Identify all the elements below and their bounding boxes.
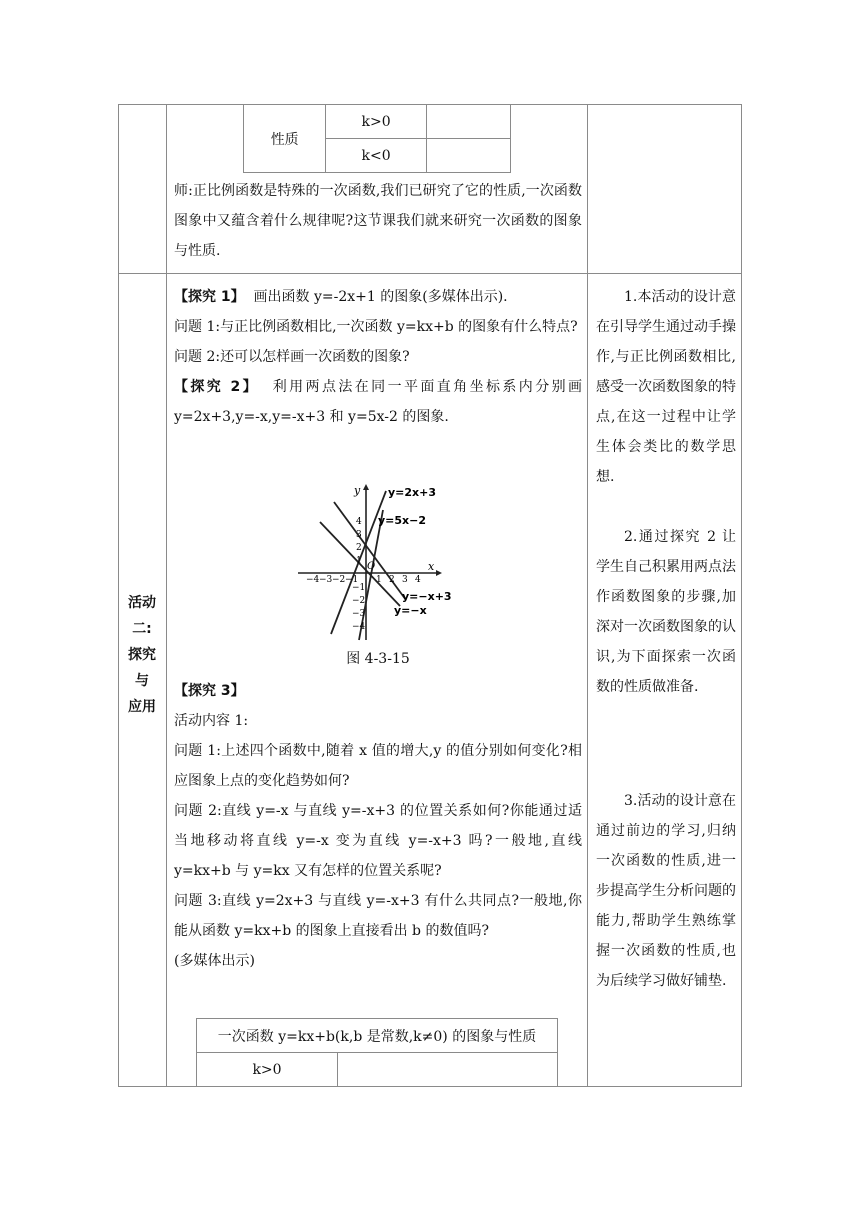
design-note-3 — [596, 786, 736, 996]
design-note-2 — [596, 522, 736, 702]
y-tick-label: −3 — [352, 609, 366, 619]
x-axis-arrow — [436, 570, 442, 576]
y-tick-label: 2 — [356, 543, 362, 553]
y-tick-label: 1 — [356, 556, 362, 566]
property-label: 性质 — [244, 105, 326, 173]
y-tick-label: 4 — [356, 517, 362, 527]
explore1-question2: 问题 2:还可以怎样画一次函数的图象? — [174, 349, 410, 365]
x-tick-label: −2 — [332, 575, 346, 585]
activity-label-line: 二: — [132, 621, 152, 637]
activity-label-line: 应用 — [128, 699, 156, 715]
y-tick-label: −1 — [352, 583, 366, 593]
explore1-line — [174, 282, 582, 312]
label-y-2x+3: y=2x+3 — [388, 486, 437, 499]
bottom-k-positive-value — [338, 1053, 558, 1087]
grid-line — [587, 104, 588, 1087]
x-tick-label: 3 — [402, 575, 408, 585]
grid-line — [118, 273, 742, 274]
x-tick-label: −4 — [306, 575, 320, 585]
label-y-5x-2: y=5x−2 — [378, 514, 427, 527]
design-note-1-text: 1.本活动的设计意在引导学生通过动手操作,与正比例函数相比,感受一次函数图象的特点,在这一过程中让学生体会类比的数学思想. — [596, 289, 736, 485]
explore2-text: 利用两点法在同一平面直角坐标系内分别画 y=2x+3,y=-x,y=-x+3 和 y=5x-2 的图象. — [174, 379, 582, 425]
explore3-question3: 问题 3:直线 y=2x+3 与直线 y=-x+3 有什么共同点?一般地,你能从函数 y=kx+b 的图象上直接看出 b 的数值吗? — [174, 893, 582, 939]
explore3-question1: 问题 1:上述四个函数中,随着 x 值的增大,y 的值分别如何变化?相应图象上点的变化趋势如何? — [174, 743, 582, 789]
k-positive-value — [426, 105, 510, 139]
k-negative-label: k<0 — [326, 139, 426, 173]
explore3-media-note: (多媒体出示) — [174, 953, 255, 969]
bottom-k-positive-label: k>0 — [197, 1053, 338, 1087]
activity-label-line: 与 — [135, 673, 149, 689]
origin-label: O — [367, 561, 376, 572]
intro-text: 师:正比例函数是特殊的一次函数,我们已研究了它的性质,一次函数图象中又蕴含着什么规律呢?这节课我们就来研究一次函数的图象与性质. — [174, 183, 582, 259]
y-tick-label: −4 — [352, 622, 366, 632]
property-table-bottom — [196, 1018, 558, 1087]
y-axis-label: y — [354, 484, 361, 497]
figure-caption: 图 4-3-15 — [346, 651, 410, 667]
y-tick-label: −2 — [352, 596, 366, 606]
design-note-2-text: 2.通过探究 2 让学生自己积累用两点法作函数图象的步骤,加深对一次函数图象的认识,为下面探索一次函数的性质做准备. — [596, 529, 736, 695]
explore3-content-label: 活动内容 1: — [174, 713, 249, 729]
explore1-text: 画出函数 y=-2x+1 的图象(多媒体出示). — [253, 289, 508, 305]
x-tick-label: 4 — [415, 575, 421, 585]
explore-1-2-section — [174, 282, 582, 432]
x-tick-label: −1 — [345, 575, 359, 585]
grid-line — [741, 104, 742, 1087]
x-axis-label: x — [428, 560, 435, 573]
activity-label-line: 活动 — [128, 595, 156, 611]
explore2-heading: 【探究 2】 — [174, 379, 260, 395]
explore-3-section — [174, 676, 582, 976]
explore3-question2: 问题 2:直线 y=-x 与直线 y=-x+3 的位置关系如何?你能通过适当地移动将直线 y=-x 变为直线 y=-x+3 吗?一般地,直线 y=kx+b 与 y=kx 又有怎样的位置关系呢? — [174, 803, 582, 879]
label-y-minus-x+3: y=−x+3 — [402, 590, 452, 603]
design-note-1 — [596, 282, 736, 492]
intro-section — [174, 176, 582, 266]
activity-label — [118, 590, 166, 720]
function-graph-figure — [296, 482, 452, 642]
bottom-table-header: 一次函数 y=kx+b(k,b 是常数,k≠0) 的图象与性质 — [197, 1019, 558, 1053]
x-tick-label: 1 — [376, 575, 382, 585]
y-tick-label: 3 — [356, 530, 362, 540]
property-table-top — [243, 104, 511, 173]
grid-line — [166, 104, 167, 1087]
explore1-heading: 【探究 1】 — [174, 289, 245, 305]
x-tick-label: 2 — [389, 575, 395, 585]
design-note-3-text: 3.活动的设计意在通过前边的学习,归纳一次函数的性质,进一步提高学生分析问题的能力,帮助学生熟练掌握一次函数的性质,也为后续学习做好铺垫. — [596, 793, 736, 989]
label-y-minus-x: y=−x — [394, 604, 427, 617]
activity-label-line: 探究 — [128, 647, 156, 663]
k-negative-value — [426, 139, 510, 173]
x-tick-label: −3 — [319, 575, 333, 585]
explore3-heading: 【探究 3】 — [174, 683, 245, 699]
explore1-question1: 问题 1:与正比例函数相比,一次函数 y=kx+b 的图象有什么特点? — [174, 319, 578, 335]
k-positive-label: k>0 — [326, 105, 426, 139]
explore2-line — [174, 372, 582, 432]
y-axis-arrow — [363, 484, 369, 490]
